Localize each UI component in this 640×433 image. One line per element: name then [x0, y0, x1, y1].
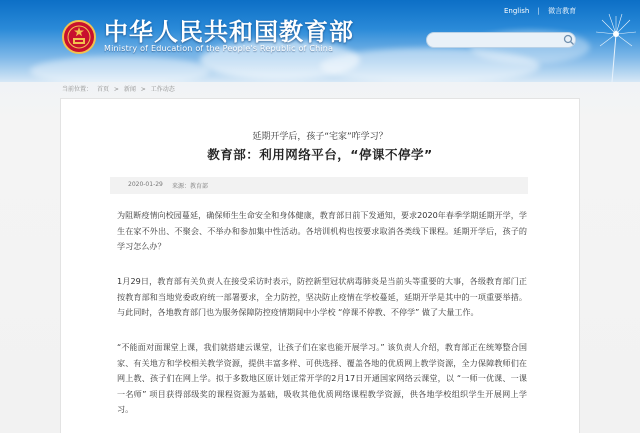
breadcrumb-label: 当前位置： — [62, 86, 93, 93]
english-link[interactable]: English — [504, 7, 530, 15]
article-paragraph: 1月29日，教育部有关负责人在接受采访时表示，防控新型冠状病毒肺炎是当前头等重要的大事，各级教育部门正按教育部和当地党委政府统一部署要求，全力防控，坚决防止疫情在学校蔓延，延期开学是其中的一项重要举措。与此同时，各地教育部门也为服务保障防控疫情期间中小学校 “停课不停教、不停学” 做了大量工作。 — [117, 276, 527, 317]
site-header — [0, 0, 640, 82]
national-emblem-icon[interactable] — [62, 20, 96, 54]
breadcrumb-work-news[interactable]: 工作动态 — [150, 86, 175, 93]
weixin-link[interactable]: 微言教育 — [548, 7, 577, 15]
breadcrumb-separator: > — [113, 86, 119, 93]
site-subtitle: Ministry of Education of the People's Republic of China — [104, 44, 334, 53]
article-source: 来源：教育部 — [172, 183, 209, 190]
breadcrumb-separator: > — [140, 86, 146, 93]
article-pre-title: 延期开学后，孩子“宅家”咋学习？ — [252, 132, 388, 142]
article-paragraph: “不能面对面课堂上课，我们就搭建云课堂，让孩子们在家也能开展学习。” 该负责人介绍，教育部正在统筹整合国家、有关地方和学校相关教学资源，提供丰富多样、可供选择、覆盖各地的优质网上教学资源，全力保障教师们在网上教、孩子们在网上学。拟于多数地区原计划正常开学的2月17日开通国家网络云课堂，以 “一师一优课、一课一名师” 项目获得部级奖的课程资源为基础，吸收其他优质网络课程教学资源，供各地学校组织学生开展网上学习。 — [117, 342, 527, 414]
top-links — [504, 6, 582, 16]
article-date: 2020-01-29 — [128, 181, 163, 188]
breadcrumb-news[interactable]: 新闻 — [123, 86, 136, 93]
article-paragraph: 为阻断疫情向校园蔓延，确保师生生命安全和身体健康，教育部日前下发通知，要求2020年春季学期延期开学，学生在家不外出、不聚会、不举办和参加集中性活动。各培训机构也按要求取消各类线下课程。延期开学后，孩子的学习怎么办？ — [117, 210, 527, 251]
header-cloud — [30, 56, 210, 82]
search-icon[interactable] — [561, 33, 577, 47]
search-input[interactable] — [426, 32, 576, 48]
breadcrumb-home[interactable]: 首页 — [96, 86, 109, 93]
site-title[interactable]: 中华人民共和国教育部 — [104, 18, 354, 46]
article-title: 教育部：利用网络平台，“停课不停学” — [207, 147, 433, 162]
article-meta-bar — [110, 177, 528, 194]
breadcrumb — [62, 84, 178, 93]
dandelion-decoration-icon — [582, 8, 640, 82]
link-separator: | — [537, 7, 540, 15]
